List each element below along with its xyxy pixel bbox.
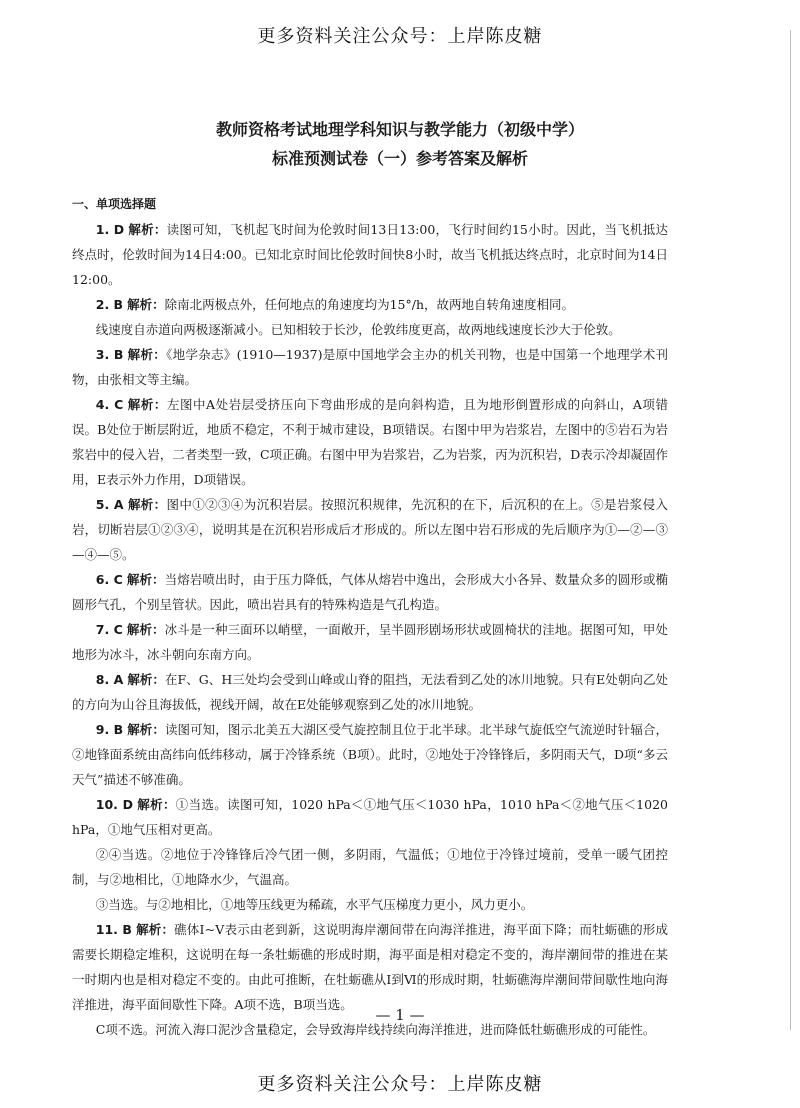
question-number: 2. B bbox=[95, 297, 124, 312]
section-heading: 一、单项选择题 bbox=[72, 197, 157, 211]
answer-paragraph bbox=[72, 792, 668, 842]
answer-text: 除南北两极点外，任何地点的角速度均为15°/h，故两地自转角速度相同。 bbox=[164, 297, 574, 312]
answer-text: ③当选。与②地相比，①地等压线更为稀疏，水平气压梯度力更小，风力更小。 bbox=[95, 897, 534, 912]
answer-paragraph bbox=[72, 342, 668, 392]
top-banner: 更多资料关注公众号：上岸陈皮糖 bbox=[257, 26, 543, 47]
answer-text: 线速度自赤道向两极逐渐减小。已知相较于长沙，伦敦纬度更高，故两地线速度长沙大于伦敦。 bbox=[95, 322, 621, 337]
question-number: 11. B bbox=[95, 922, 132, 937]
answer-paragraph bbox=[72, 292, 668, 317]
analysis-label: 解析： bbox=[127, 672, 165, 687]
bottom-banner: 更多资料关注公众号：上岸陈皮糖 bbox=[257, 1074, 543, 1095]
analysis-label: 解析： bbox=[127, 347, 167, 362]
answer-text: C项不选。河流入海口泥沙含量稳定，会导致海岸线持续向海洋推进，进而降低牡蛎礁形成的可能性。 bbox=[95, 1022, 656, 1037]
analysis-label: 解析： bbox=[127, 497, 167, 512]
answer-paragraph bbox=[72, 317, 668, 342]
answer-text: 《地学杂志》(1910—1937)是原中国地学会主办的机关刊物，也是中国第一个地理学术刊物，由张相文等主编。 bbox=[72, 347, 668, 387]
analysis-label: 解析： bbox=[128, 222, 167, 237]
answer-paragraph bbox=[72, 617, 668, 667]
answer-text: ①当选。读图可知，1020 hPa＜①地气压＜1030 hPa，1010 hPa＜②地气压＜1020 hPa，①地气压相对更高。 bbox=[72, 797, 668, 837]
question-number: 1. D bbox=[95, 222, 125, 237]
question-number: 3. B bbox=[95, 347, 124, 362]
analysis-label: 解析： bbox=[136, 922, 175, 937]
page-title: 教师资格考试地理学科知识与教学能力（初级中学） bbox=[215, 120, 584, 139]
analysis-label: 解析： bbox=[126, 572, 165, 587]
answer-paragraph bbox=[72, 217, 668, 292]
analysis-label: 解析： bbox=[126, 622, 165, 637]
answer-paragraph bbox=[72, 917, 668, 1017]
scan-edge-decoration bbox=[790, 30, 792, 1030]
question-number: 8. A bbox=[95, 672, 124, 687]
analysis-label: 解析： bbox=[127, 397, 167, 412]
answer-text: 读图可知，飞机起飞时间为伦敦时间13日13:00，飞行时间约15小时。因此，当飞机抵达终点时，伦敦时间为14日4:00。已知北京时间比伦敦时间快8小时，故当飞机抵达终点时，北京时间为14日12:00。 bbox=[72, 222, 668, 287]
analysis-label: 解析： bbox=[137, 797, 176, 812]
question-number: 5. A bbox=[95, 497, 124, 512]
answer-paragraph bbox=[72, 892, 668, 917]
answer-text: 礁体Ⅰ~Ⅴ表示由老到新，这说明海岸潮间带在向海洋推进，海平面下降；而牡蛎礁的形成需要长期稳定堆积，这说明在每一条牡蛎礁的形成时期，海平面是相对稳定不变的，海岸潮间带的推进在某一时期内也是相对稳定不变的。由此可推断，在牡蛎礁从Ⅰ到Ⅵ的形成时期，牡蛎礁海岸潮间带间歇性地向海洋推进，海平面间歇性下降。A项不选，B项当选。 bbox=[72, 922, 668, 1012]
answer-text: ②④当选。②地位于冷锋锋后冷气团一侧，多阴雨，气温低；①地位于冷锋过境前，受单一暖气团控制，与②地相比，①地降水少，气温高。 bbox=[72, 847, 668, 887]
question-number: 9. B bbox=[95, 722, 124, 737]
question-number: 10. D bbox=[95, 797, 133, 812]
question-number: 6. C bbox=[95, 572, 123, 587]
answer-text: 当熔岩喷出时，由于压力降低，气体从熔岩中逸出，会形成大小各异、数量众多的圆形或椭圆形气孔，个别呈管状。因此，喷出岩具有的特殊构造是气孔构造。 bbox=[72, 572, 668, 612]
answer-paragraph bbox=[72, 667, 668, 717]
page-number: — 1 — bbox=[375, 1006, 425, 1024]
answer-content bbox=[72, 192, 668, 1042]
answer-text: 冰斗是一种三面环以峭壁，一面敞开，呈半圆形剧场形状或圆椅状的洼地。据图可知，甲处地形为冰斗，冰斗朝向东南方向。 bbox=[72, 622, 668, 662]
answer-paragraph bbox=[72, 492, 668, 567]
answer-text: 在F、G、H三处均会受到山峰或山脊的阻挡，无法看到乙处的冰川地貌。只有E处朝向乙处的方向为山谷且海拔低，视线开阔，故在E处能够观察到乙处的冰川地貌。 bbox=[72, 672, 668, 712]
analysis-label: 解析： bbox=[127, 722, 165, 737]
answer-paragraph bbox=[72, 392, 668, 492]
analysis-label: 解析： bbox=[127, 297, 165, 312]
answer-text: 读图可知，图示北美五大湖区受气旋控制且位于北半球。北半球气旋低空气流逆时针辐合，②地锋面系统由高纬向低纬移动，属于冷锋系统（B项）。此时，②地处于冷锋锋后，多阴雨天气，D项“多云天气”描述不够准确。 bbox=[72, 722, 668, 787]
answer-text: 图中①②③④为沉积岩层。按照沉积规律，先沉积的在下，后沉积的在上。⑤是岩浆侵入岩，切断岩层①②③④，说明其是在沉积岩形成后才形成的。所以左图中岩石形成的先后顺序为①—②—③—④—⑤。 bbox=[72, 497, 668, 562]
answer-text: 左图中A处岩层受挤压向下弯曲形成的是向斜构造，且为地形倒置形成的向斜山，A项错误。B处位于断层附近，地质不稳定，不利于城市建设，B项错误。右图中甲为岩浆岩，左图中的⑤岩石为岩浆岩中的侵入岩，二者类型一致，C项正确。右图中甲为岩浆岩，乙为岩浆，丙为沉积岩，D表示冷却凝固作用，E表示外力作用，D项错误。 bbox=[72, 397, 668, 487]
answer-paragraph bbox=[72, 842, 668, 892]
page-subtitle: 标准预测试卷（一）参考答案及解析 bbox=[271, 149, 528, 168]
answer-paragraph bbox=[72, 717, 668, 792]
question-number: 4. C bbox=[95, 397, 124, 412]
question-number: 7. C bbox=[95, 622, 123, 637]
answer-paragraph bbox=[72, 567, 668, 617]
answer-list bbox=[72, 217, 668, 1042]
